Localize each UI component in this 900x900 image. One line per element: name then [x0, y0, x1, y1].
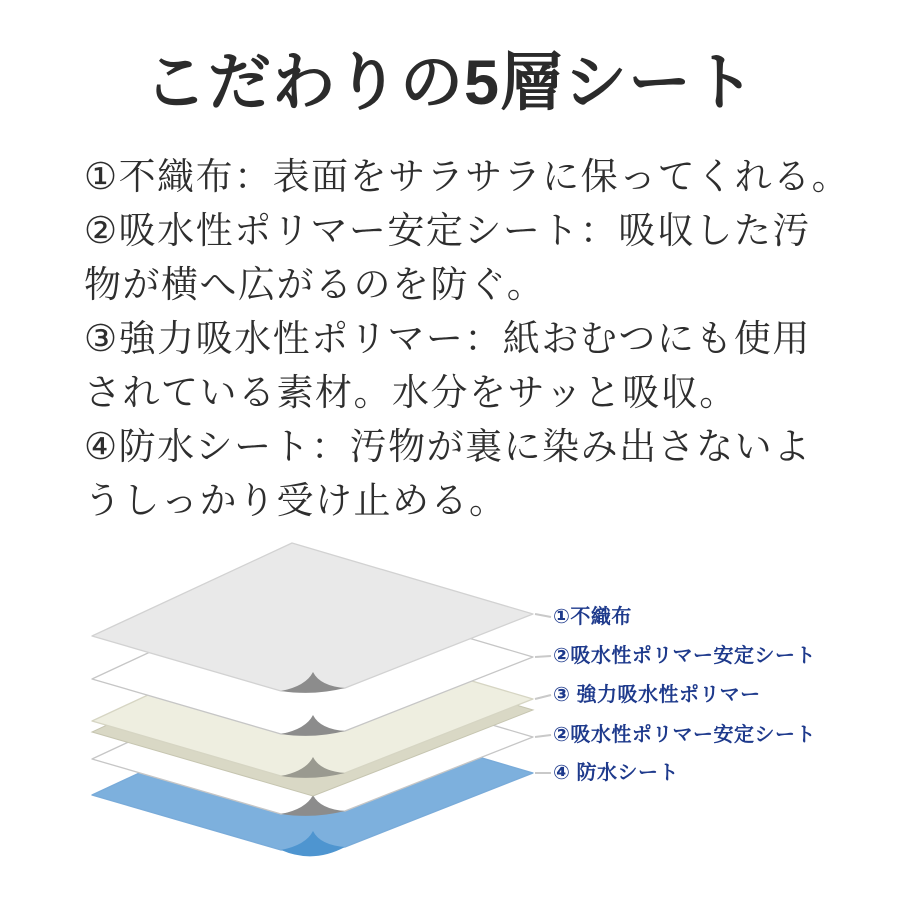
layer-label-3: ③ 強力吸水性ポリマー	[553, 684, 761, 706]
leader-line-4	[535, 735, 551, 737]
description-line-6: ④防水シート：汚物が裏に染み出さないよ	[84, 426, 812, 467]
description-text	[84, 150, 850, 528]
description-line-3: 物が横へ広がるのを防ぐ。	[84, 264, 546, 305]
description-line-1: ①不織布：表面をサラサラに保ってくれる。	[84, 156, 851, 197]
description-line-2: ②吸水性ポリマー安定シート：吸収した汚	[84, 210, 811, 251]
description-line-5: されている素材。水分をサッと吸収。	[84, 372, 738, 413]
description-line-7: うしっかり受け止める。	[84, 480, 508, 521]
layer-label-2: ②吸水性ポリマー安定シート	[553, 645, 817, 667]
page-title: こだわりの5層シート	[143, 48, 757, 118]
leader-line-3	[535, 695, 551, 699]
description-line-4: ③強力吸水性ポリマー：紙おむつにも使用	[84, 318, 811, 359]
layer-stack-diagram	[0, 540, 900, 900]
leader-line-1	[535, 614, 551, 617]
leader-line-2	[535, 656, 551, 657]
layer-stack-illustration	[0, 540, 900, 900]
layer-label-4: ②吸水性ポリマー安定シート	[553, 724, 817, 746]
layer-label-1: ①不織布	[553, 606, 632, 628]
layer-label-5: ④ 防水シート	[553, 762, 679, 784]
